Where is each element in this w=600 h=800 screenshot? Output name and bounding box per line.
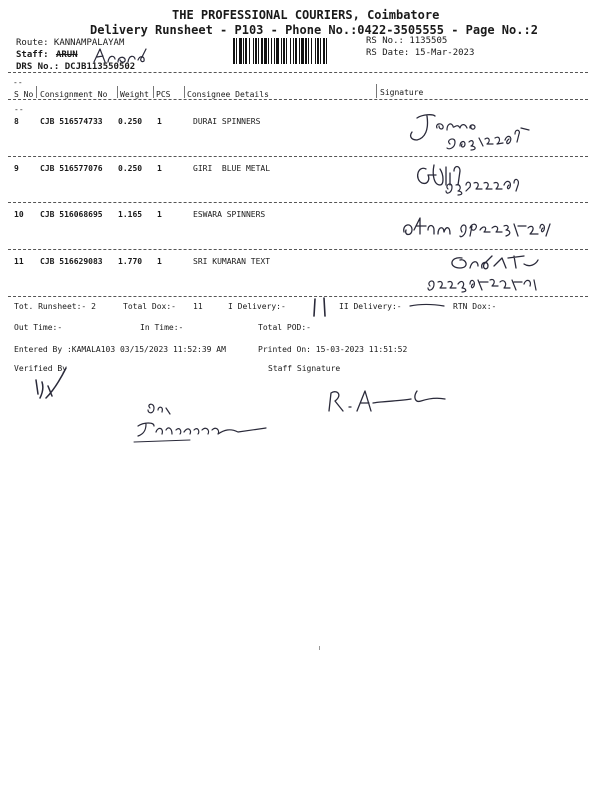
barcode-bar xyxy=(281,38,282,64)
barcode-bar xyxy=(264,38,267,64)
entered-by: Entered By :KAMALA103 03/15/2023 11:52:39 AM xyxy=(14,345,226,354)
barcode-bar xyxy=(243,38,244,64)
barcode-bar xyxy=(249,38,250,64)
runsheet-title: Delivery Runsheet - P103 - Phone No.:0422-3505555 - Page No.:2 xyxy=(90,23,538,37)
barcode-bar xyxy=(315,38,316,64)
barcode-bar xyxy=(295,38,297,64)
table-cell-consignee: SRI KUMARAN TEXT xyxy=(193,257,271,266)
table-cell-pcs: 1 xyxy=(157,164,162,173)
table-cell-weight: 1.165 xyxy=(118,210,143,219)
staff-label-text: Staff: xyxy=(16,50,49,60)
i-delivery-label: I Delivery:- xyxy=(228,302,286,311)
header-rule xyxy=(8,99,588,100)
column-header-weight: Weight xyxy=(120,90,149,99)
verified-by-label: Verified By xyxy=(14,364,67,373)
table-cell-consignee: DURAI SPINNERS xyxy=(193,117,261,126)
barcode-bar xyxy=(290,38,291,64)
signature-row-8 xyxy=(405,108,585,153)
barcode-bar xyxy=(239,38,242,64)
col-divider xyxy=(117,86,118,98)
barcode xyxy=(233,38,358,64)
rtn-dox-label: RTN Dox:- xyxy=(453,302,497,311)
row-marker: -- xyxy=(14,105,24,114)
i-delivery-handwritten-mark xyxy=(310,296,334,318)
route-label: Route: KANNAMPALAYAM xyxy=(16,38,125,48)
table-cell-consignment: CJB 516629083 xyxy=(40,257,103,266)
table-cell-consignment: CJB 516068695 xyxy=(40,210,103,219)
company-title: THE PROFESSIONAL COURIERS, Coimbatore xyxy=(172,8,440,22)
rs-date: RS Date: 15-Mar-2023 xyxy=(366,48,475,58)
total-pod-label: Total POD:- xyxy=(258,323,311,332)
barcode-bar xyxy=(276,38,279,64)
barcode-bar xyxy=(301,38,304,64)
table-cell-pcs: 1 xyxy=(157,117,162,126)
in-time-label: In Time:- xyxy=(140,323,184,332)
table-cell-sno: 11 xyxy=(14,257,24,266)
table-top-rule xyxy=(8,72,588,73)
barcode-bar xyxy=(258,38,259,64)
col-divider xyxy=(376,84,377,98)
barcode-bar xyxy=(271,38,272,64)
table-cell-sno: 9 xyxy=(14,164,19,173)
barcode-bar xyxy=(317,38,319,64)
staff-struck-name: ARUN xyxy=(55,50,78,60)
barcode-bar xyxy=(253,38,254,64)
printed-on: Printed On: 15-03-2023 11:51:52 xyxy=(258,345,408,354)
drs-number: DRS No.: DCJB113550502 xyxy=(16,62,136,72)
table-top-marker: -- xyxy=(13,78,23,87)
signature-row-9 xyxy=(410,155,560,200)
barcode-bar xyxy=(274,38,275,64)
column-header-consignee: Consignee Details xyxy=(187,90,269,99)
staff-signature xyxy=(325,385,455,420)
barcode-bar xyxy=(233,38,235,64)
table-bottom-rule xyxy=(8,296,588,297)
table-cell-consignment: CJB 516574733 xyxy=(40,117,103,126)
barcode-bar xyxy=(305,38,307,64)
table-cell-pcs: 1 xyxy=(157,210,162,219)
table-cell-consignment: CJB 516577076 xyxy=(40,164,103,173)
col-divider xyxy=(36,86,37,98)
barcode-bar xyxy=(308,38,309,64)
col-divider xyxy=(184,86,185,98)
ii-delivery-handwritten-dash xyxy=(408,301,448,311)
scan-speck xyxy=(319,646,320,650)
barcode-bar xyxy=(255,38,257,64)
ii-delivery-label: II Delivery:- xyxy=(339,302,402,311)
staff-label xyxy=(16,50,78,60)
barcode-bar xyxy=(320,38,321,64)
table-cell-weight: 0.250 xyxy=(118,164,143,173)
table-cell-consignee: GIRI BLUE METAL xyxy=(193,164,271,173)
table-cell-pcs: 1 xyxy=(157,257,162,266)
col-divider xyxy=(153,86,154,98)
barcode-bar xyxy=(311,38,312,64)
barcode-bar xyxy=(286,38,287,64)
signature-row-11 xyxy=(420,250,580,298)
barcode-bar xyxy=(268,38,269,64)
tot-runsheet: Tot. Runsheet:- 2 xyxy=(14,302,96,311)
row-rule xyxy=(8,202,588,203)
barcode-bar xyxy=(326,38,327,64)
barcode-bar xyxy=(323,38,325,64)
column-header-signature: Signature xyxy=(380,88,424,97)
out-time-label: Out Time:- xyxy=(14,323,63,332)
table-cell-weight: 0.250 xyxy=(118,117,143,126)
column-header-sno: S No xyxy=(14,90,34,99)
verifier-handwritten-name xyxy=(130,400,280,445)
verified-by-signature xyxy=(30,360,90,405)
barcode-bar xyxy=(245,38,247,64)
barcode-bar xyxy=(261,38,263,64)
staff-signature-label: Staff Signature xyxy=(268,364,341,373)
barcode-bar xyxy=(293,38,294,64)
barcode-bar xyxy=(299,38,300,64)
total-dox-value: 11 xyxy=(193,302,203,311)
column-header-pcs: PCS xyxy=(156,90,171,99)
barcode-bar xyxy=(283,38,285,64)
signature-row-10 xyxy=(400,206,570,246)
table-cell-sno: 8 xyxy=(14,117,19,126)
table-cell-consignee: ESWARA SPINNERS xyxy=(193,210,266,219)
column-header-consignment: Consignment No xyxy=(40,90,108,99)
barcode-bar xyxy=(236,38,237,64)
table-cell-weight: 1.770 xyxy=(118,257,143,266)
table-cell-sno: 10 xyxy=(14,210,24,219)
rs-number: RS No.: 1135505 xyxy=(366,36,448,46)
total-dox-label: Total Dox:- xyxy=(123,302,176,311)
